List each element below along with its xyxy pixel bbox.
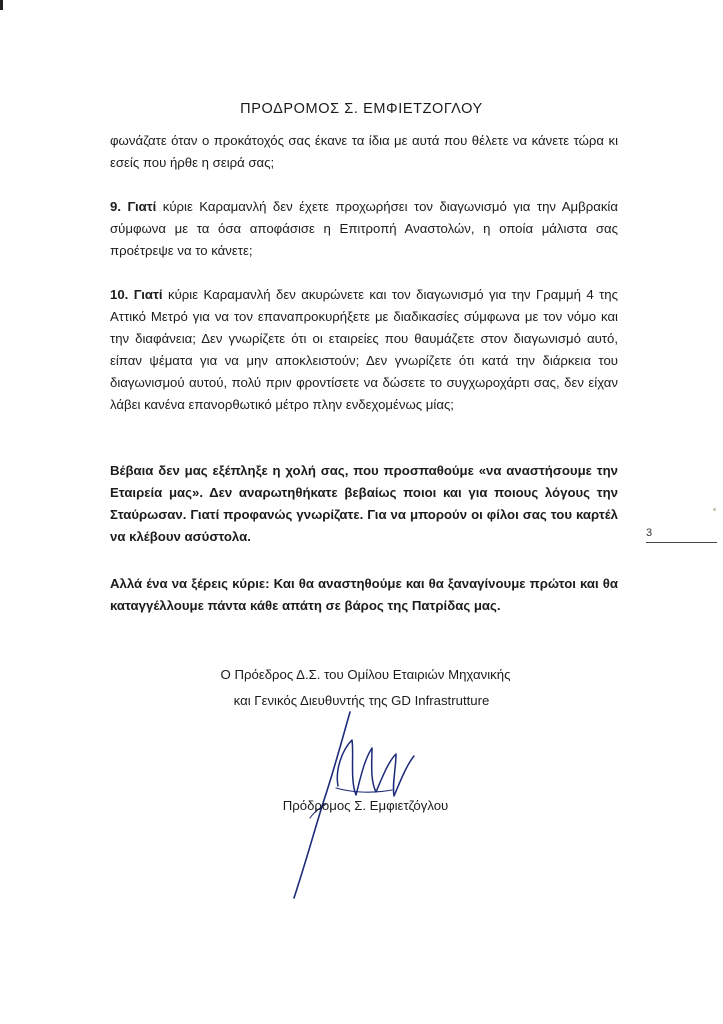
paragraph-9-number: 9. [110,199,121,214]
closing-title-line-1: Ο Πρόεδρος Δ.Σ. του Ομίλου Εταιριών Μηχανικής [220,667,511,682]
paragraph-10-number: 10. [110,287,129,302]
letterhead-title: ΠΡΟΔΡΟΜΟΣ Σ. ΕΜΦΙΕΤΖΟΓΛΟΥ [240,101,483,117]
scan-speck [713,508,716,511]
page-number: 3 [646,527,653,539]
paragraph-10-lead: Γιατί [133,287,163,302]
paragraph-10-text: κύριε Καραμανλή δεν ακυρώνετε και τον διαγωνισμό για την Γραμμή 4 της Αττικό Μετρό για να τον επαναπροκυρήξετε με διαδικασίες σύμφωνα με τον νόμο και την διαφάνεια; Δεν γνωρίζετε ότι οι εταιρείες που θαυμάζετε στον διαγωνισμό αυτό, είπαν ψέματα για να μην αποκλειστούν; Δεν γνωρίζετε ότι κατά την διάρκεια του διαγωνισμού αυτού, πολύ πριν φροντίσετε να δώσετε το συγχωροχάρτι σας, δεν είχαν λάβει κανένα επανορθωτικό μέτρο πλην ενδεχομένως μίας; [110,287,618,412]
closing-title-line-2: και Γενικός Διευθυντής της GD Infrastrutture [233,693,490,708]
paragraph-9-text: κύριε Καραμανλή δεν έχετε προχωρήσει τον διαγωνισμό για την Αμβρακία σύμφωνα με τα όσα αποφάσισε η Επιτροπή Αναστολών, η οποία μάλιστα σας προέτρεψε να το κάνετε; [110,199,618,258]
paragraph-9-lead: Γιατί [127,199,157,214]
paragraph-10 [110,284,618,416]
signatory-name: Πρόδρομος Σ. Εμφιετζόγλου [282,798,449,813]
scan-corner-mark [0,0,3,10]
paragraph-bold-1: Βέβαια δεν μας εξέπληξε η χολή σας, που προσπαθούμε «να αναστήσουμε την Εταιρεία μας». Δεν αναρωτηθήκατε βεβαίως ποιοι και για ποιους λόγους την Σταύρωσαν. Γιατί προφανώς γνωρίζατε. Για να μπορούν οι φίλοι σας του καρτέλ να κλέβουν ασύστολα. [110,463,618,544]
paragraph-continuation: φωνάζατε όταν ο προκάτοχός σας έκανε τα ίδια με αυτά που θέλετε να κάνετε τώρα κι εσείς που ήρθε η σειρά σας; [110,133,618,170]
page-number-rule [646,542,717,543]
paragraph-9 [110,196,618,262]
paragraph-bold-2: Αλλά ένα να ξέρεις κύριε: Και θα αναστηθούμε και θα ξαναγίνουμε πρώτοι και θα καταγγέλλουμε πάντα κάθε απάτη σε βάρος της Πατρίδας μας. [110,576,618,613]
